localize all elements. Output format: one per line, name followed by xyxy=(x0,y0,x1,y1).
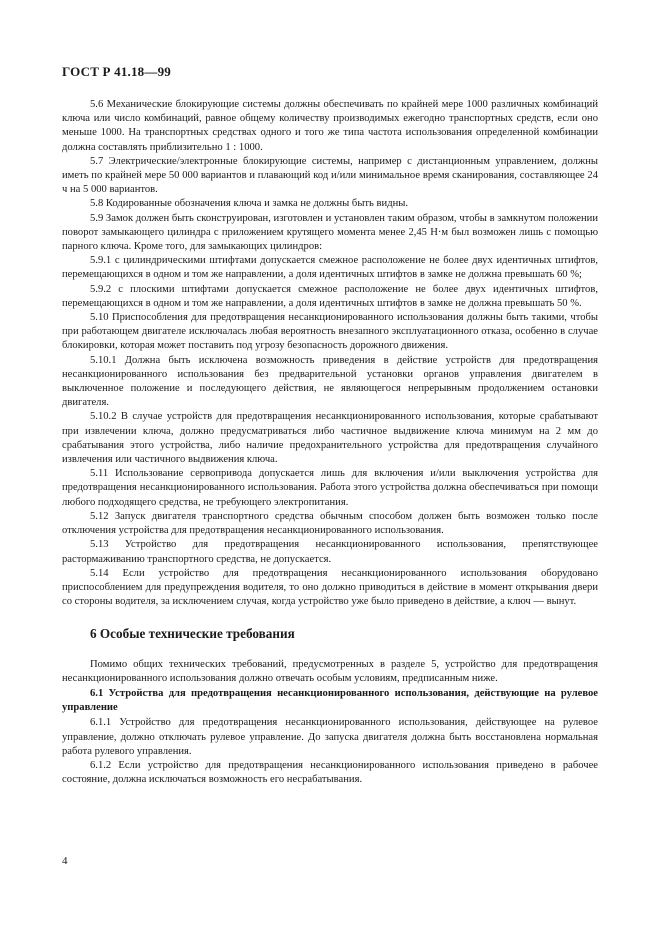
paragraph-5-13: 5.13 Устройство для предотвращения несанкционированного использования, препятствующее растормаживанию транспортного средства, не допускается. xyxy=(62,539,598,565)
subsection-6-1-heading xyxy=(62,687,598,715)
paragraph-6-1-1: 6.1.1 Устройство для предотвращения несанкционированного использования, действующее на рулевое управление, должно отключать рулевое управление. До запуска двигателя должна быть восстановлена нормальная работа рулевого управления. xyxy=(62,717,598,757)
paragraph-5-7: 5.7 Электрические/электронные блокирующие системы, например с дистанционным управлением, должны иметь по крайней мере 50 000 вариантов и плавающий код и/или минимальное время сканирования, составляющее 24 ч на 5 000 вариантов. xyxy=(62,155,598,196)
paragraph-5-10-1: 5.10.1 Должна быть исключена возможность приведения в действие устройств для предотвращения несанкционированного использования без предварительной установки органов управления двигателем в выключенное положение и последующего действия, не являющегося непрерывным продолжением остановки двигателя. xyxy=(62,354,598,409)
paragraph-5-9-2: 5.9.2 с плоскими штифтами допускается смежное расположение не более двух идентичных штифтов, перемещающихся в одном и том же направлении, а доля идентичных штифтов в замке не должна превышать 50 %. xyxy=(62,283,598,309)
document-body xyxy=(62,98,598,787)
document-code-header: ГОСТ Р 41.18—99 xyxy=(62,64,171,79)
paragraph-5-12: 5.12 Запуск двигателя транспортного средства обычным способом должен быть возможен только после отключения устройства для предотвращения несанкционированного использования. xyxy=(62,510,598,537)
paragraph-5-8: 5.8 Кодированные обозначения ключа и замка не должны быть видны. xyxy=(90,198,409,210)
paragraph-5-11: 5.11 Использование сервопривода допускается лишь для включения и/или выключения устройства для предотвращения несанкционированного использования. Работа этого устройства должна обеспечиваться при помощи любого подходящего средства, не требующего электропитания. xyxy=(62,468,598,508)
paragraph-5-9-1: 5.9.1 с цилиндрическими штифтами допускается смежное расположение не более двух идентичных штифтов, перемещающихся в одном и том же направлении, а доля идентичных штифтов в замке не должна превышать 60 %; xyxy=(62,255,598,281)
section-6-heading: 6 Особые технические требования xyxy=(90,626,295,642)
subsection-6-1-title: 6.1 Устройства для предотвращения несанкционированного использования, действующие на рулевое управление xyxy=(62,687,598,714)
page-number: 4 xyxy=(62,855,68,867)
paragraph-5-10: 5.10 Приспособления для предотвращения несанкционированного использования должны быть такими, чтобы при работающем двигателе исключалась любая вероятность внезапного эксплуатационного отказа, особенно в случае блокировки, которая может поставить под угрозу безопасность дорожного движения. xyxy=(62,312,598,352)
paragraph-5-9: 5.9 Замок должен быть сконструирован, изготовлен и установлен таким образом, чтобы в замкнутом положении поворот замыкающего цилиндра с приложением крутящего момента менее 2,45 Н·м был возможен лишь с помощью парного ключа. Кроме того, для замыкающих цилиндров: xyxy=(62,212,598,253)
paragraph-5-14: 5.14 Если устройство для предотвращения несанкционированного использования оборудовано приспособлением для предупреждения водителя, то оно должно приводиться в действие в момент открывания двери со стороны водителя, за исключением случая, когда устройство уже было приведено в действие, а ключ — вынут. xyxy=(62,567,598,608)
paragraph-5-6: 5.6 Механические блокирующие системы должны обеспечивать по крайней мере 1000 различных комбинаций ключа или число комбинаций, равное общему количеству производимых ежегодно транспортных средств, если оно меньше 1000. На транспортных средствах одного и того же типа частота использования определенной комбинации должна составлять приблизительно 1 : 1000. xyxy=(62,99,598,153)
paragraph-6-intro: Помимо общих технических требований, предусмотренных в разделе 5, устройство для предотвращения несанкционированного использования должно отвечать особым условиям, предписанным ниже. xyxy=(62,658,598,684)
paragraph-5-10-2: 5.10.2 В случае устройств для предотвращения несанкционированного использования, которые срабатывают при извлечении ключа, должно предусматриваться либо частичное выдвижение ключа минимум на 2 мм до срабатывания этого устройства, либо наличие предохранительного устройства для предотвращения случайного извлечения или частичного выдвижения ключа. xyxy=(62,411,598,466)
paragraph-6-1-2: 6.1.2 Если устройство для предотвращения несанкционированного использования приведено в рабочее состояние, должна исключаться возможность его несрабатывания. xyxy=(62,759,598,786)
